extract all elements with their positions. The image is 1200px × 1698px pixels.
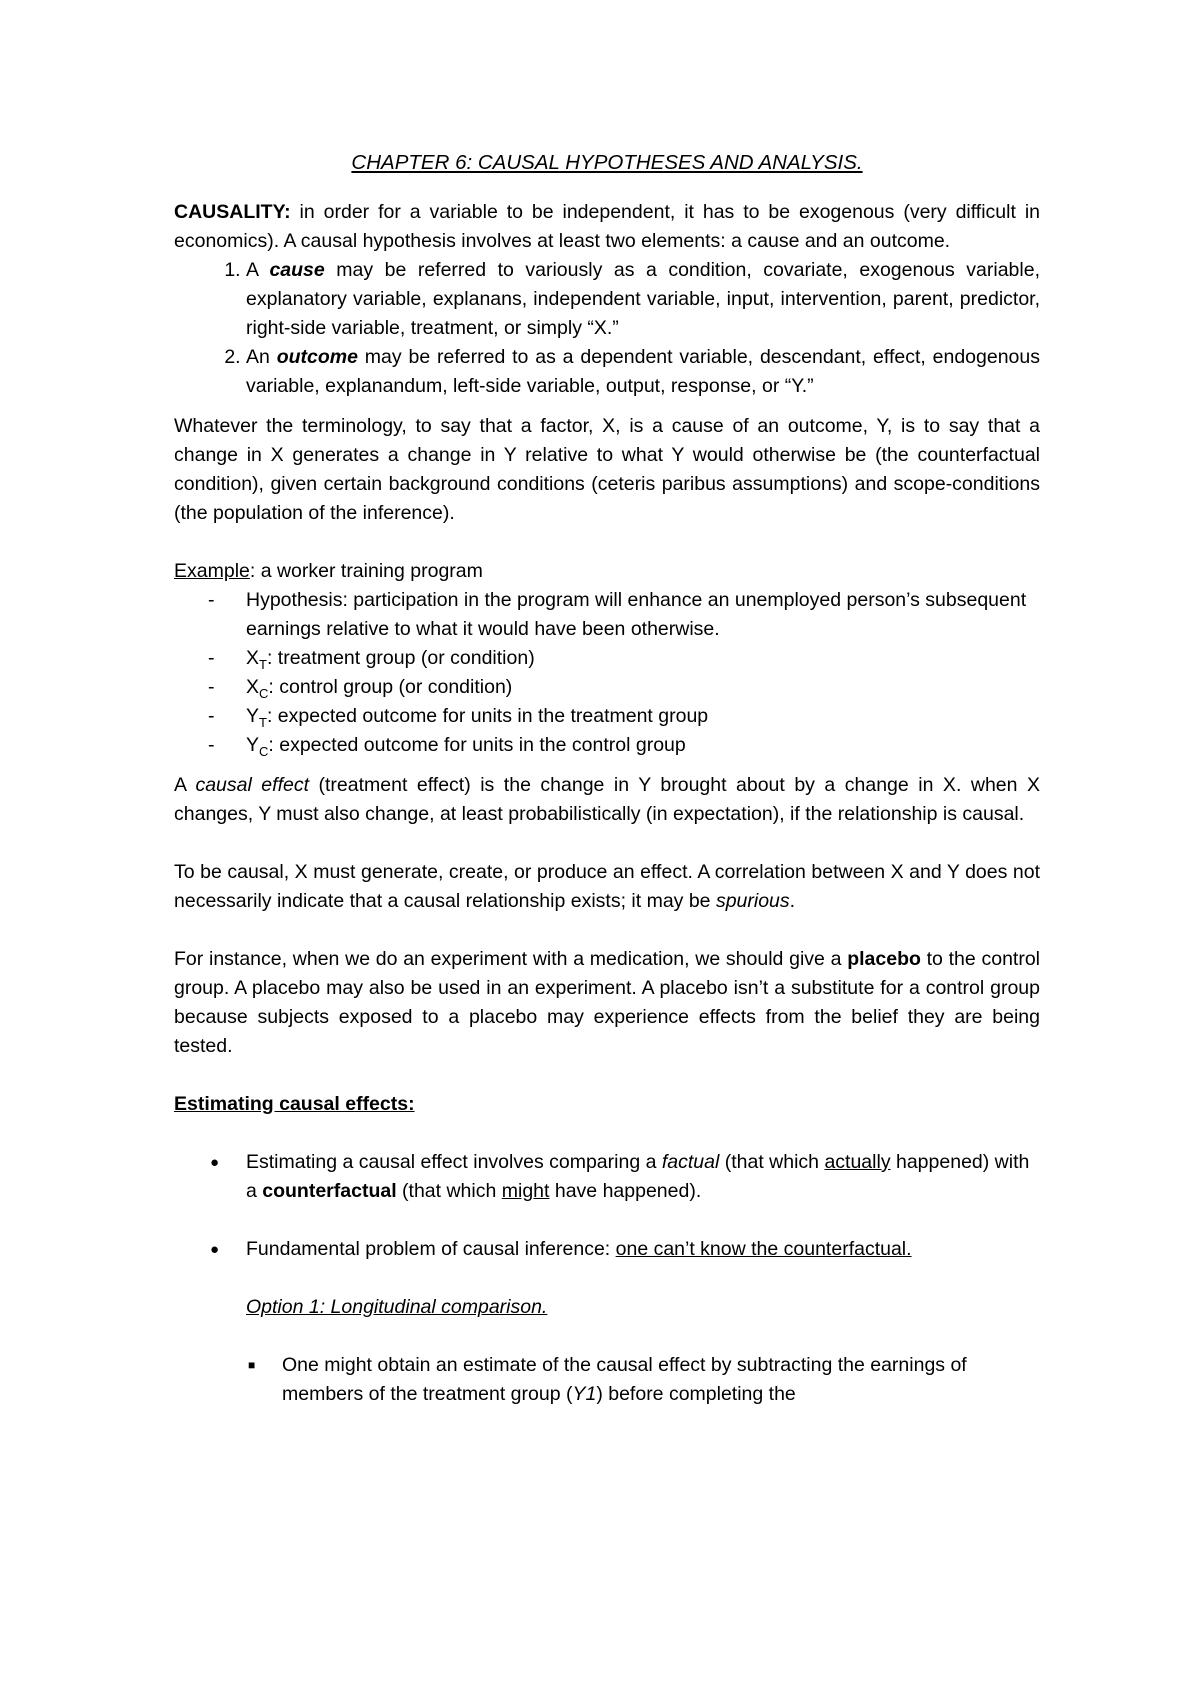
bullet-marker: ●	[210, 1154, 220, 1171]
causal-effect-term: causal effect	[195, 774, 310, 796]
causality-label: CAUSALITY:	[174, 201, 291, 223]
list-item: ■ One might obtain an estimate of the causal effect by subtracting the earnings of members of the treatment group (Y1) before completing the	[174, 1351, 1040, 1409]
option-1-heading: Option 1: Longitudinal comparison.	[246, 1296, 548, 1318]
example-list	[174, 586, 1040, 760]
list-item: ● Fundamental problem of causal inference: one can’t know the counterfactual.	[174, 1235, 1040, 1264]
counterfactual-term: counterfactual	[262, 1180, 397, 1202]
document-body	[174, 148, 1040, 1409]
list-item: ● Estimating a causal effect involves comparing a factual (that which actually happened) with a counterfactual (that which might have happened).	[174, 1148, 1040, 1206]
dash-marker: -	[208, 676, 215, 698]
to-be-causal-paragraph: To be causal, X must generate, create, or produce an effect. A correlation between X and Y does not necessarily indicate that a causal relationship exists; it may be spurious.	[174, 861, 1040, 912]
dash-marker: -	[208, 734, 215, 756]
estimating-list	[174, 1148, 1040, 1264]
estimating-heading: Estimating causal effects:	[174, 1093, 415, 1115]
might-term: might	[501, 1180, 550, 1202]
cause-term: cause	[269, 259, 325, 281]
whatever-paragraph: Whatever the terminology, to say that a factor, X, is a cause of an outcome, Y, is to say that a change in X generates a change in Y relative to what Y would otherwise be (the counterfactual condition), given certain background conditions (ceteris paribus assumptions) and scope-conditions (the population of the inference).	[174, 415, 1040, 524]
bullet-marker: ●	[210, 1241, 220, 1258]
option-1-list	[174, 1351, 1040, 1409]
square-bullet-marker: ■	[248, 1358, 256, 1372]
dash-marker: -	[208, 647, 215, 669]
causality-text: in order for a variable to be independent, it has to be exogenous (very difficult in economics). A causal hypothesis involves at least two elements: a cause and an outcome.	[174, 201, 1040, 252]
counterfactual-problem: one can’t know the counterfactual.	[615, 1238, 912, 1260]
dash-marker: -	[208, 705, 215, 727]
list-item: - Hypothesis: participation in the program will enhance an unemployed person’s subsequent earnings relative to what it would have been otherwise.	[174, 586, 1040, 644]
example-label: Example	[174, 560, 250, 582]
causal-effect-paragraph: A causal effect (treatment effect) is the change in Y brought about by a change in X. when X changes, Y must also change, at least probabilistically (in expectation), if the relationship is causal.	[174, 774, 1040, 825]
list-item: - $Y_C$: expected outcome for units in the control group	[174, 731, 1040, 760]
list-item: - $X_C$: control group (or condition)	[174, 673, 1040, 702]
placebo-term: placebo	[847, 948, 921, 970]
outcome-term: outcome	[276, 346, 358, 368]
causality-paragraph	[174, 198, 1040, 256]
page-title: CHAPTER 6: CAUSAL HYPOTHESES AND ANALYSIS.	[351, 151, 863, 174]
spurious-term: spurious	[715, 890, 790, 912]
list-item: 2. An outcome may be referred to as a dependent variable, descendant, effect, endogenous variable, explanandum, left-side variable, output, response, or “Y.”	[246, 343, 1040, 401]
dash-marker: -	[208, 589, 215, 611]
example-heading: Example: a worker training program	[174, 560, 483, 582]
actually-term: actually	[824, 1151, 891, 1173]
list-item: 1. A cause may be referred to variously as a condition, covariate, exogenous variable, explanatory variable, explanans, independent variable, input, intervention, parent, predictor, right-side variable, treatment, or simply “X.”	[246, 256, 1040, 343]
list-item: - $X_T$: treatment group (or condition)	[174, 644, 1040, 673]
terminology-list	[174, 256, 1040, 401]
placebo-paragraph: For instance, when we do an experiment with a medication, we should give a placebo to the control group. A placebo may also be used in an experiment. A placebo isn’t a substitute for a control group because subjects exposed to a placebo may experience effects from the belief they are being tested.	[174, 948, 1041, 1057]
factual-term: factual	[661, 1151, 720, 1173]
list-item: - $Y_T$: expected outcome for units in the treatment group	[174, 702, 1040, 731]
y1-term: Y1	[572, 1383, 597, 1405]
